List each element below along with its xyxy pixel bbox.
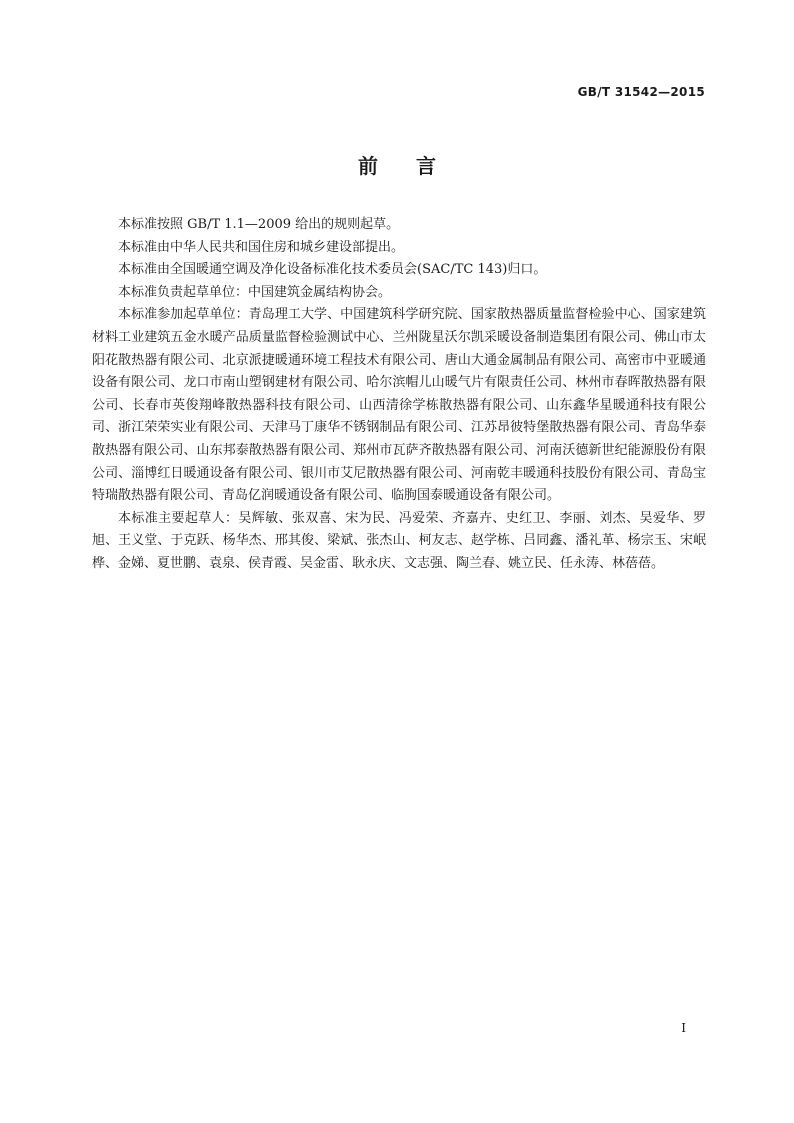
page-number: I — [681, 1021, 686, 1035]
paragraph-centralized-management: 本标准由全国暖通空调及净化设备标准化技术委员会(SAC/TC 143)归口。 — [118, 262, 547, 278]
paragraph-main-drafters: 本标准主要起草人：吴辉敏、张双喜、宋为民、冯爱荣、齐嘉卉、史红卫、李丽、刘杰、吴爱华、罗旭、王义堂、于克跃、杨华杰、邢其俊、梁斌、张杰山、柯友志、赵学栋、吕同鑫、潘礼革、杨宗玉、宋岷桦、金娣、夏世鹏、袁泉、侯青霞、吴金雷、耿永庆、文志强、陶兰春、姚立民、任永涛、林蓓蓓。 — [92, 510, 706, 571]
paragraph-responsible-drafter: 本标准负责起草单位：中国建筑金属结构协会。 — [118, 284, 392, 300]
paragraph-participating-units: 本标准参加起草单位：青岛理工大学、中国建筑科学研究院、国家散热器质量监督检验中心、国家建筑材料工业建筑五金水暖产品质量监督检验测试中心、兰州陇星沃尔凯采暖设备制造集团有限公司、佛山市太阳花散热器有限公司、北京派捷暖通环境工程技术有限公司、唐山大通金属制品有限公司、高密市中亚暖通设备有限公司、龙口市南山塑钢建材有限公司、哈尔滨帽儿山暖气片有限责任公司、林州市春晖散热器有限公司、长春市英俊翔峰散热器科技有限公司、山西清徐学栋散热器有限公司、山东鑫华星暖通科技有限公司、浙江荣荣实业有限公司、天津马丁康华不锈钢制品有限公司、江苏昂彼特堡散热器有限公司、青岛华泰散热器有限公司、山东邦泰散热器有限公司、郑州市瓦萨齐散热器有限公司、河南沃德新世纪能源股份有限公司、淄博红日暖通设备有限公司、银川市艾尼散热器有限公司、河南乾丰暖通科技股份有限公司、青岛宝特瑞散热器有限公司、青岛亿润暖通设备有限公司、临朐国泰暖通设备有限公司。 — [92, 307, 706, 504]
foreword-body — [92, 214, 706, 576]
standard-code: GB/T 31542—2015 — [577, 85, 705, 99]
paragraph-drafting-rules: 本标准按照 GB/T 1.1—2009 给出的规则起草。 — [118, 217, 400, 232]
page-title: 前言 — [358, 154, 474, 178]
paragraph-proposer: 本标准由中华人民共和国住房和城乡建设部提出。 — [118, 239, 405, 255]
